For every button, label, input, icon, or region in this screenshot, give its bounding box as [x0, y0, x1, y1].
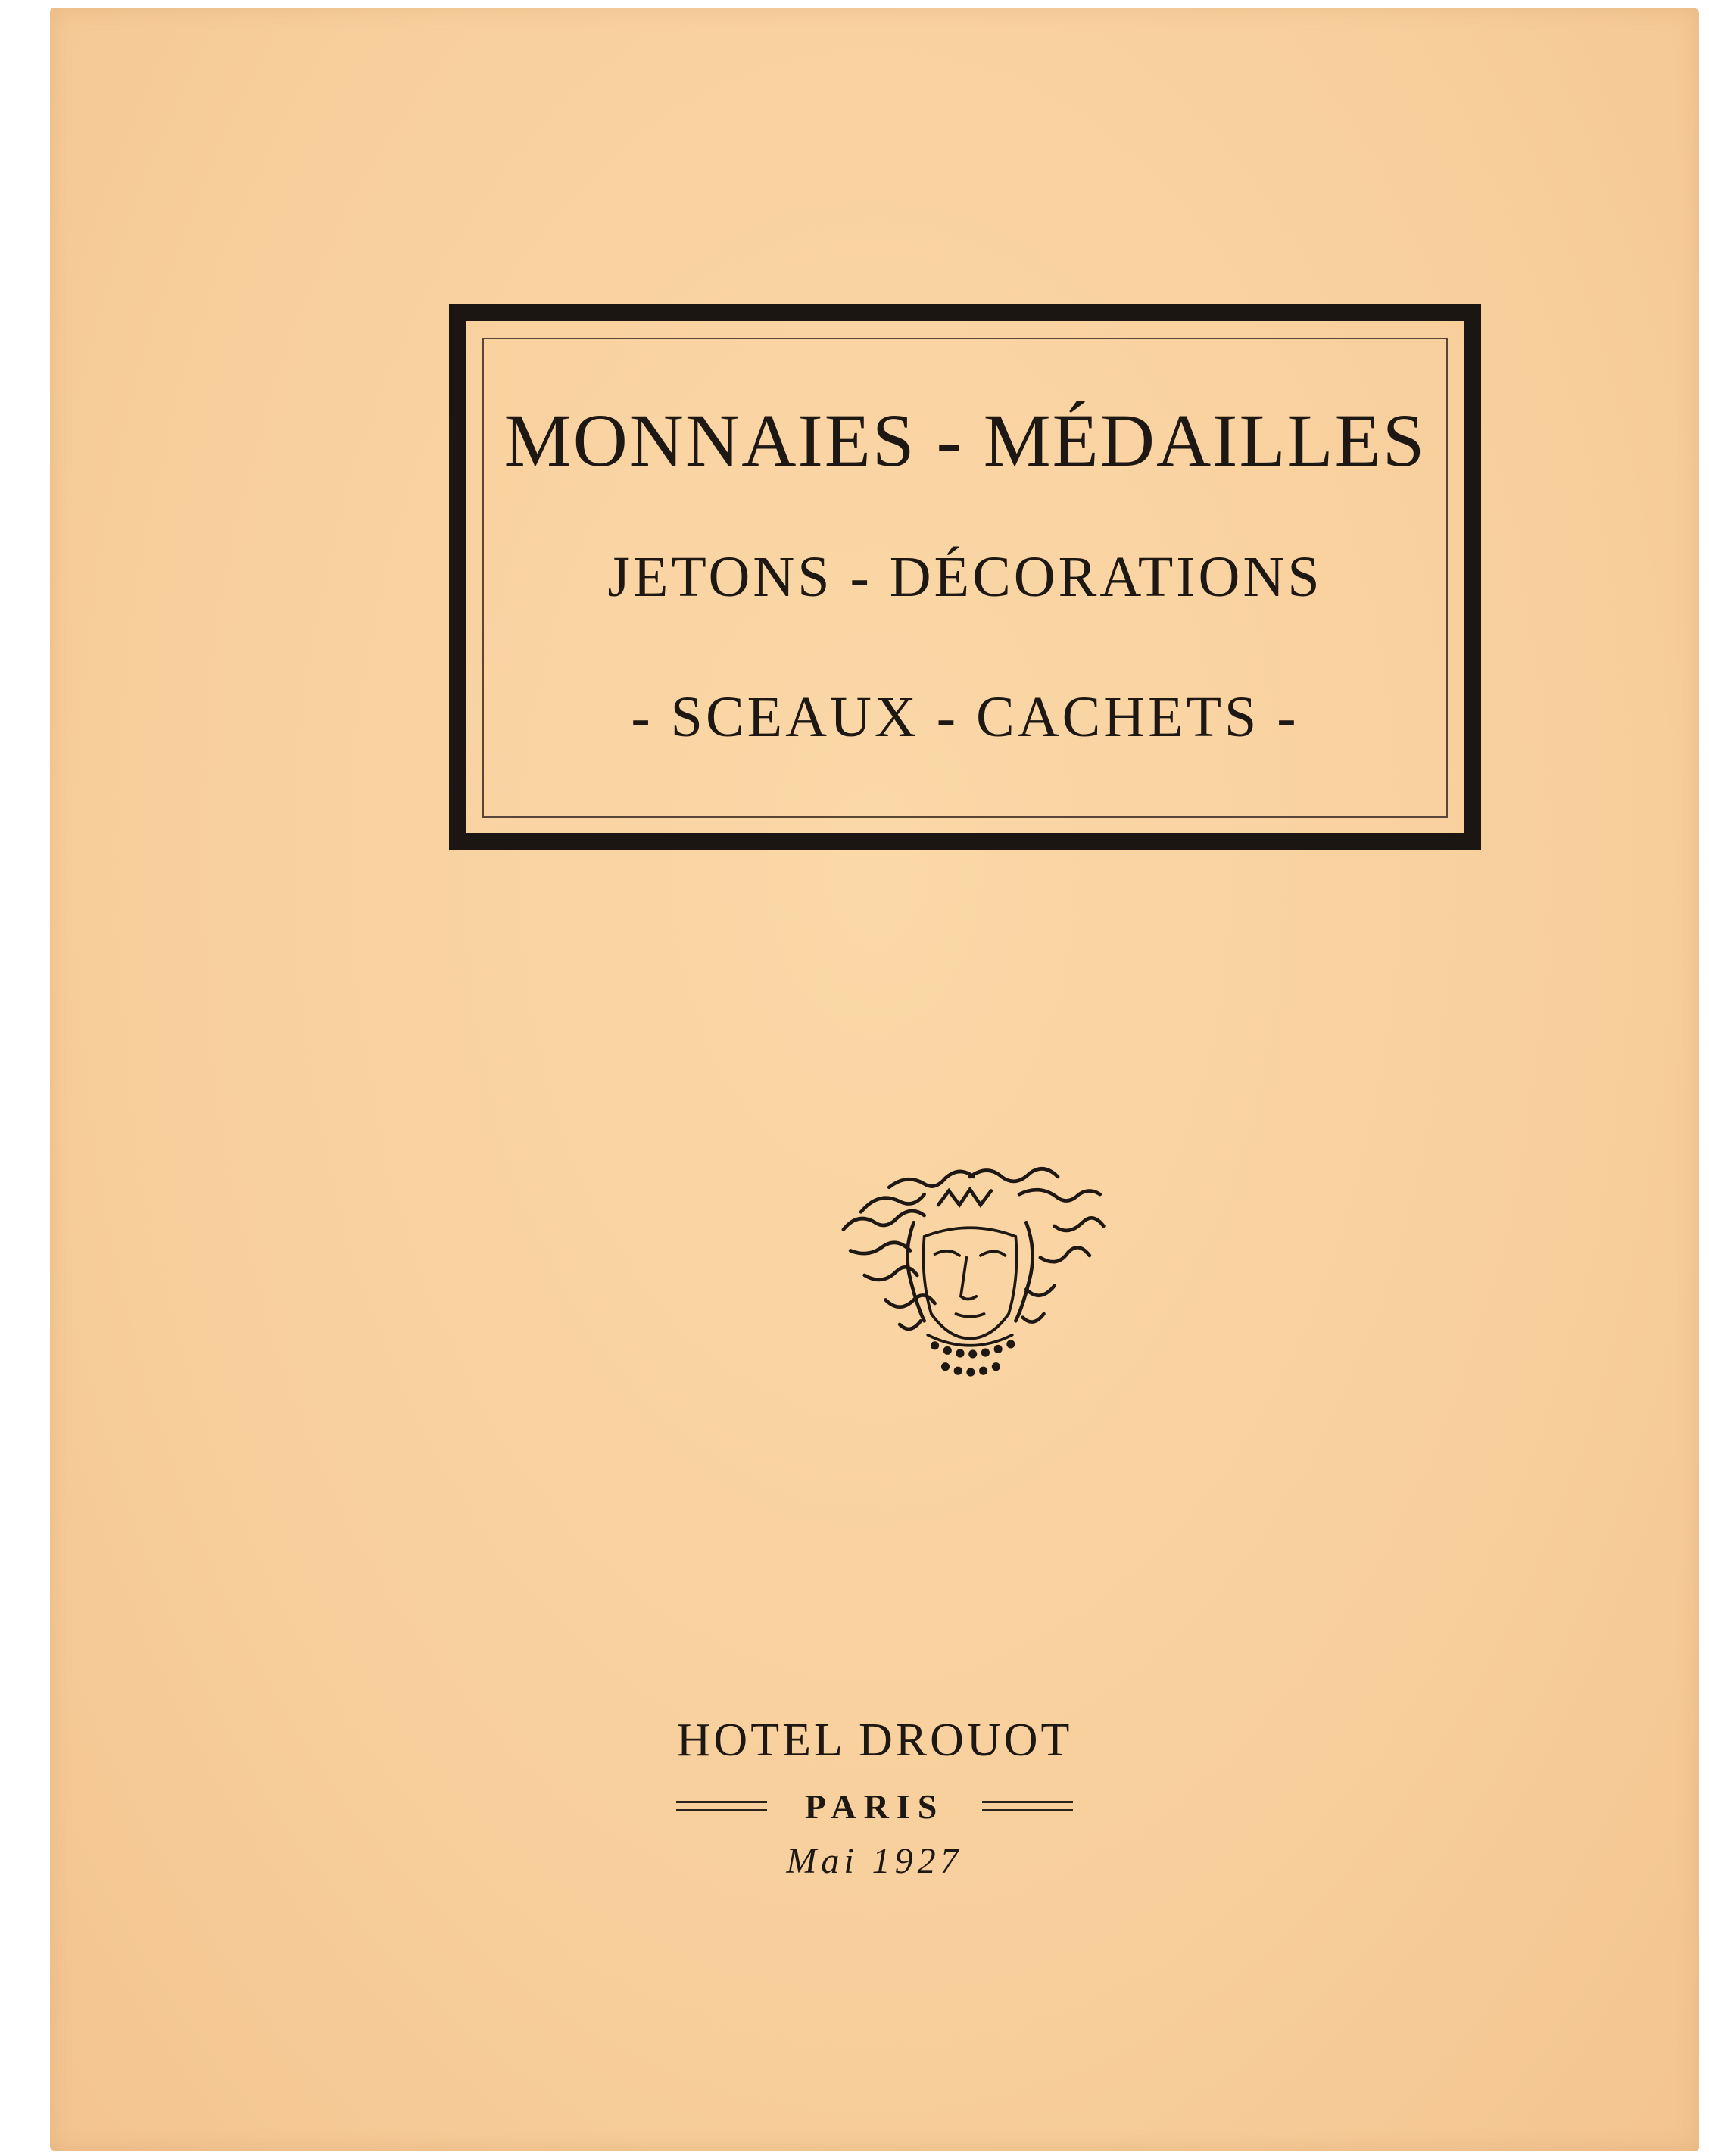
city-row	[50, 1783, 1699, 1829]
medusa-head-icon	[822, 1144, 1118, 1386]
sale-date: Mai 1927	[786, 1841, 963, 1881]
double-rule-left	[676, 1801, 767, 1811]
venue-name: HOTEL DROUOT	[676, 1715, 1073, 1766]
title-frame	[449, 304, 1481, 850]
title-line-3: - SCEAUX - CACHETS -	[631, 685, 1299, 749]
double-rule-right	[982, 1801, 1073, 1811]
title-line-2: JETONS - DÉCORATIONS	[607, 545, 1323, 609]
catalogue-cover-page	[50, 8, 1699, 2151]
city-name: PARIS	[804, 1786, 945, 1826]
title-line-1: MONNAIES - MÉDAILLES	[504, 398, 1427, 482]
